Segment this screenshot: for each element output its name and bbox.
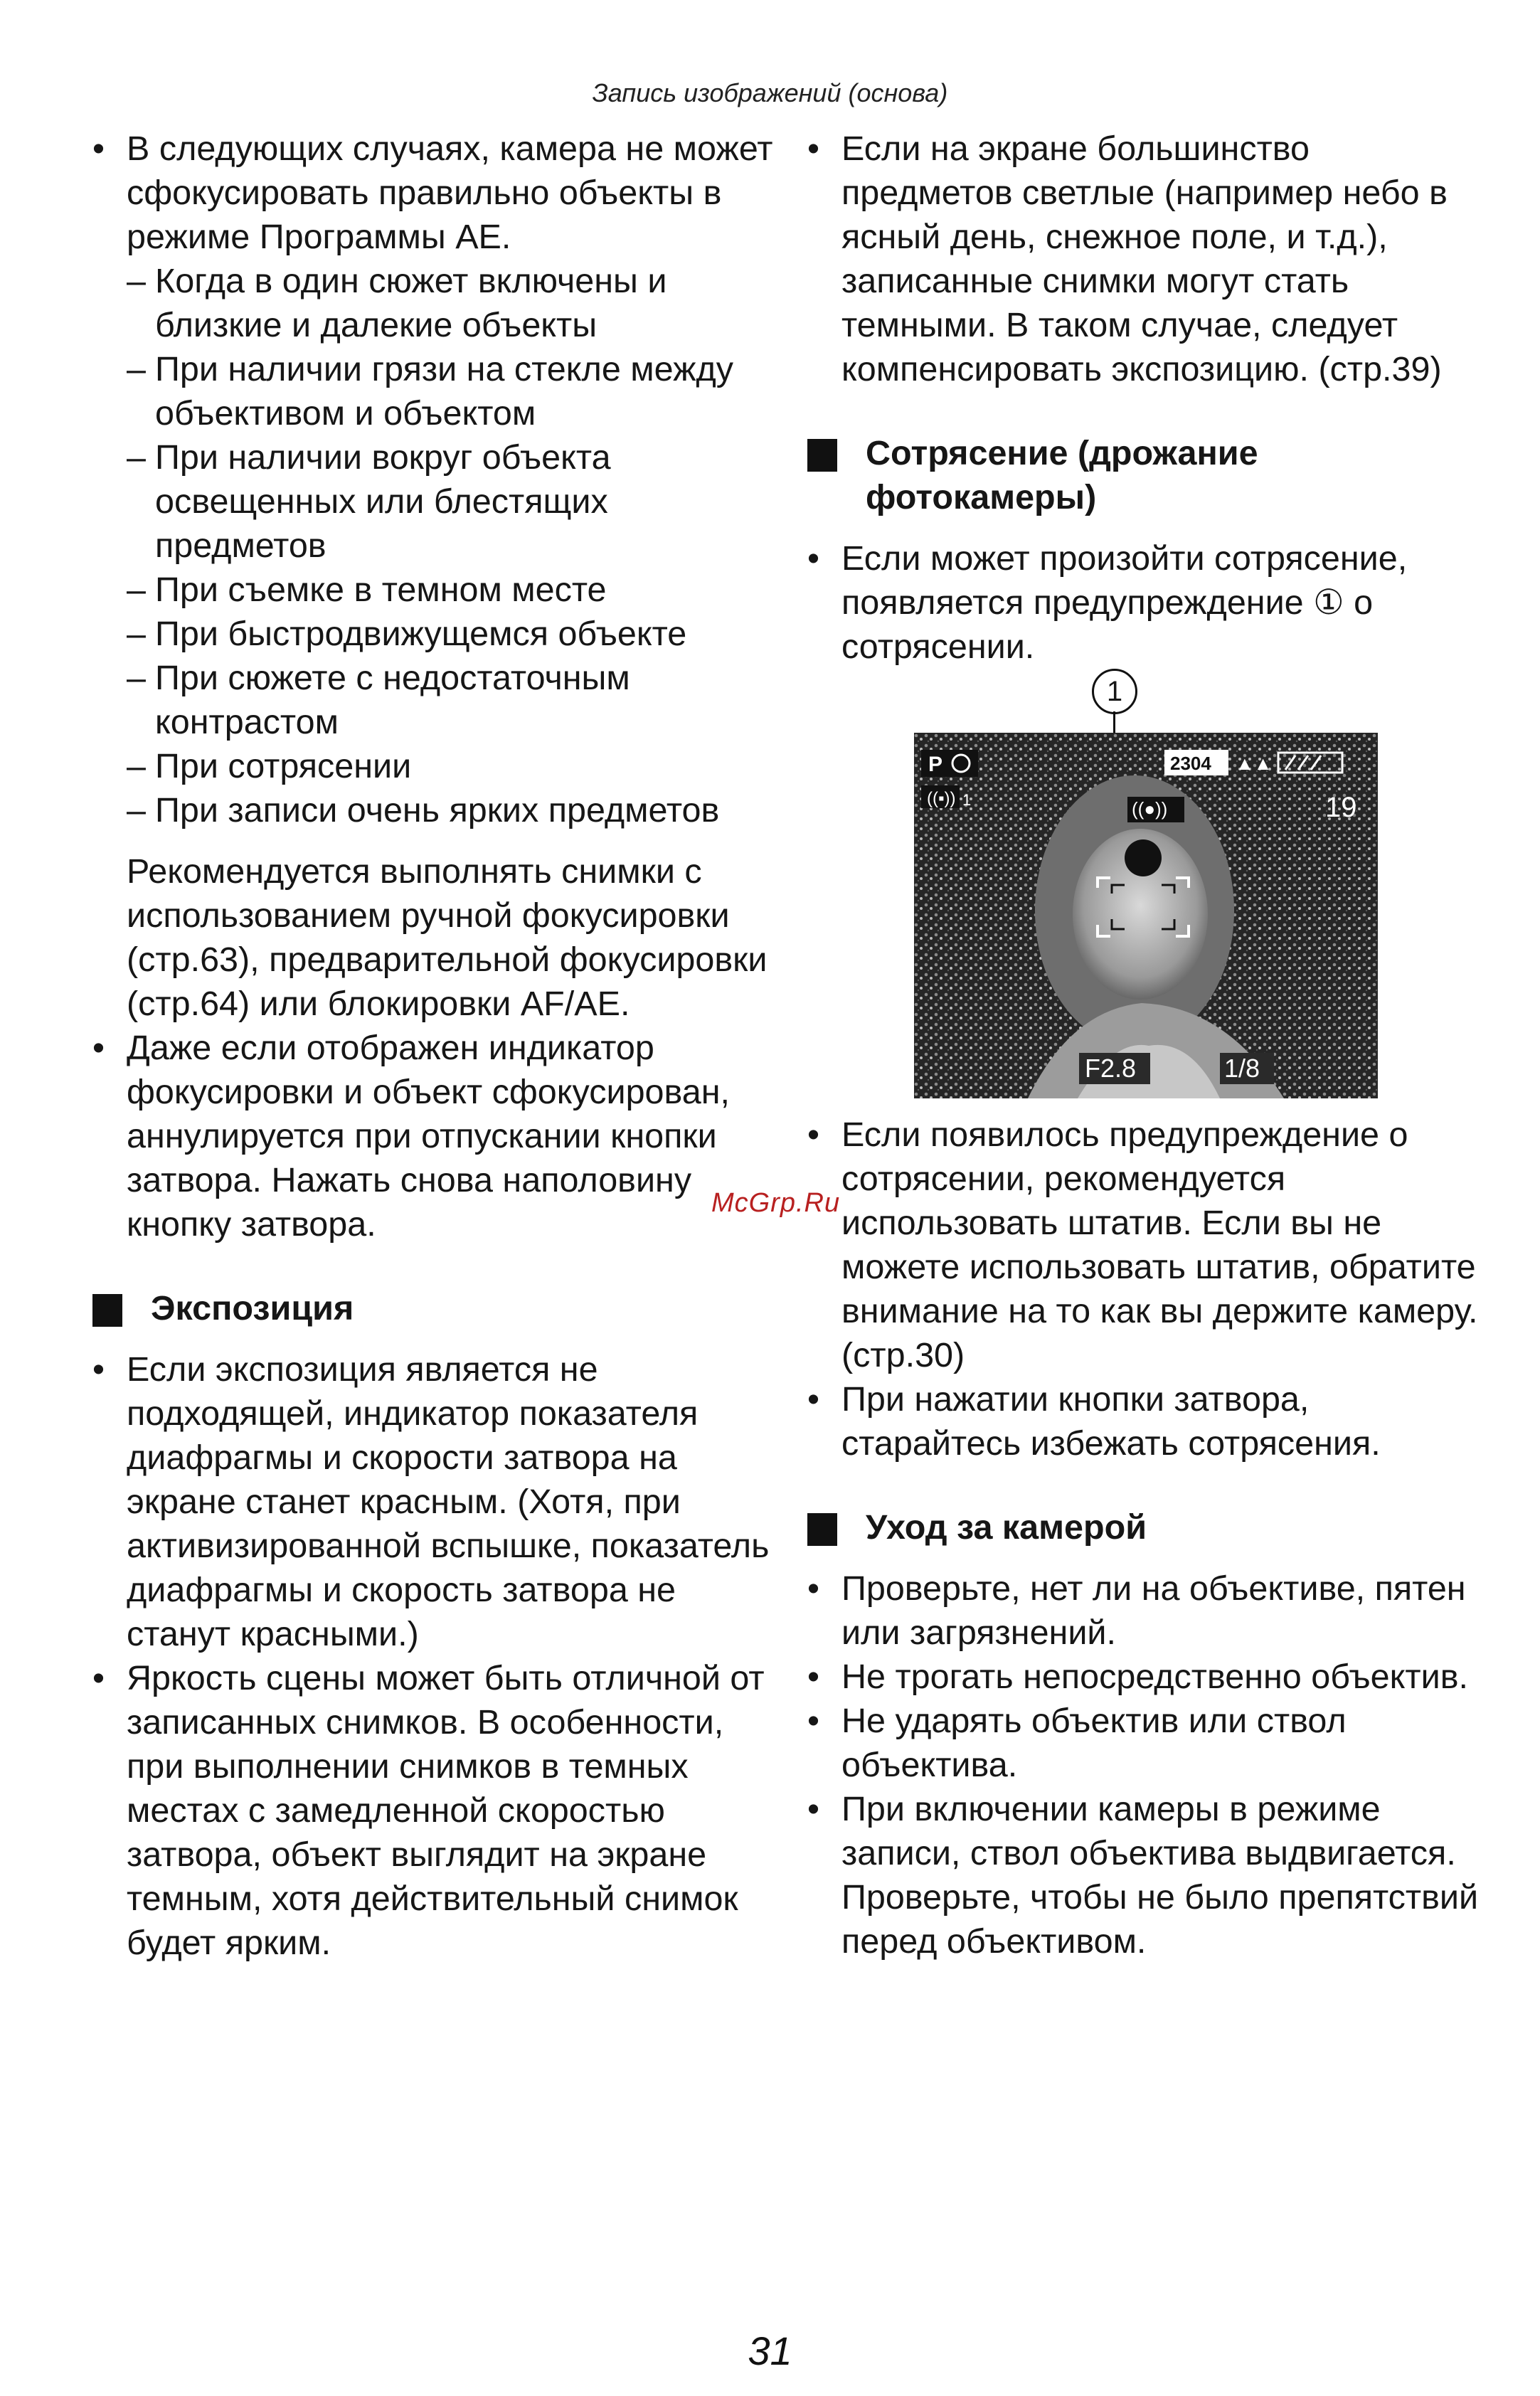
resolution-indicator: 2304 — [1170, 753, 1211, 774]
care-item: • Не трогать непосредственно объектив. — [807, 1655, 1490, 1699]
callout-number: 1 — [1092, 669, 1137, 714]
list-item: – При записи очень ярких предметов — [127, 788, 775, 832]
shake-item: • При нажатии кнопки затвора, старайтесь избежать сотрясения. — [807, 1377, 1490, 1465]
focus-cases-list — [92, 259, 775, 832]
focus-recommendation: Рекомендуется выполнять снимки с использованием ручной фокусировки (стр.63), предварительной фокусировки (стр.64) или блокировки AF/AE. — [127, 852, 768, 1023]
list-item: – При наличии грязи на стекле между объективом и объектом — [127, 347, 775, 435]
section-title-care — [807, 1505, 1490, 1549]
camera-lcd-screenshot — [914, 733, 1378, 1098]
list-item: – При съемке в темном месте — [127, 568, 775, 612]
section-title-exposure — [92, 1286, 775, 1330]
watermark: McGrp.Ru — [711, 1188, 841, 1218]
shake-warning-item: • Если может произойти сотрясение, появляется предупреждение ① о сотрясении. — [807, 536, 1490, 669]
remaining-shots: 19 — [1325, 792, 1357, 823]
care-item: • Проверьте, нет ли на объективе, пятен или загрязнений. — [807, 1567, 1490, 1655]
bright-scene-item: • Если на экране большинство предметов светлые (например небо в ясный день, снежное поле, и т.д.), записанные снимки могут стать темными. В таком случае, следует компенсировать экспозицию. (стр.39) — [807, 127, 1490, 391]
shake-warning-icon: ((●)) — [1132, 798, 1168, 820]
care-item: • Не ударять объектив или ствол объектива. — [807, 1699, 1490, 1787]
section-title-text: Сотрясение (дрожание фотокамеры) — [866, 434, 1258, 516]
shutter-speed: 1/8 — [1224, 1054, 1260, 1083]
camera-screen-figure — [807, 669, 1490, 1096]
section-marker-icon — [92, 1294, 122, 1327]
quality-icon: ▲▲ — [1236, 753, 1273, 774]
exposure-item: • Яркость сцены может быть отличной от записанных снимков. В особенности, при выполнении снимков в темных местах с замедленной скоростью затвора, объект выглядит на экране темным, хотя действительный снимок будет ярким. — [92, 1656, 775, 1965]
focus-cancel-note: • Даже если отображен индикатор фокусировки и объект сфокусирован, аннулируется при отпускании кнопки затвора. Нажать снова наполовину кнопку затвора. — [92, 1026, 775, 1246]
mode-indicator: P — [928, 753, 943, 776]
list-item: – Когда в один сюжет включены и близкие и далекие объекты — [127, 259, 775, 347]
list-item: – При сюжете с недостаточным контрастом — [127, 656, 775, 744]
section-marker-icon — [807, 439, 837, 472]
care-item: • При включении камеры в режиме записи, ствол объектива выдвигается. Проверьте, чтобы не было препятствий перед объективом. — [807, 1787, 1490, 1963]
right-column — [807, 127, 1490, 1963]
list-item: – При наличии вокруг объекта освещенных или блестящих предметов — [127, 435, 775, 568]
section-title-text: Уход за камерой — [866, 1508, 1147, 1547]
section-title-text: Экспозиция — [151, 1289, 354, 1327]
focus-intro: • В следующих случаях, камера не может сфокусировать правильно объекты в режиме Программы AE. — [92, 127, 775, 259]
list-item: – При сотрясении — [127, 744, 775, 788]
stabilizer-icon: ((▪)) — [927, 789, 956, 808]
section-marker-icon — [807, 1513, 837, 1546]
running-header: Запись изображений (основа) — [592, 78, 948, 107]
shake-item: • Если появилось предупреждение о сотрясении, рекомендуется использовать штатив. Если вы не можете использовать штатив, обратите внимание на то как вы держите камеру. (стр.30) — [807, 1113, 1490, 1377]
stabilizer-mode: 1 — [962, 791, 972, 809]
list-item: – При быстродвижущемся объекте — [127, 612, 775, 656]
exposure-item: • Если экспозиция является не подходящей, индикатор показателя диафрагмы и скорости затвора на экране станет красным. (Хотя, при активизированной вспышке, показатель диафрагмы и скорость затвора не станут красными.) — [92, 1347, 775, 1656]
spot-metering-icon — [1125, 839, 1162, 876]
section-title-shake — [807, 431, 1490, 519]
aperture-value: F2.8 — [1085, 1054, 1137, 1083]
lcd-image — [914, 733, 1378, 1098]
page-number: 31 — [748, 2328, 792, 2373]
left-column — [92, 127, 775, 1965]
